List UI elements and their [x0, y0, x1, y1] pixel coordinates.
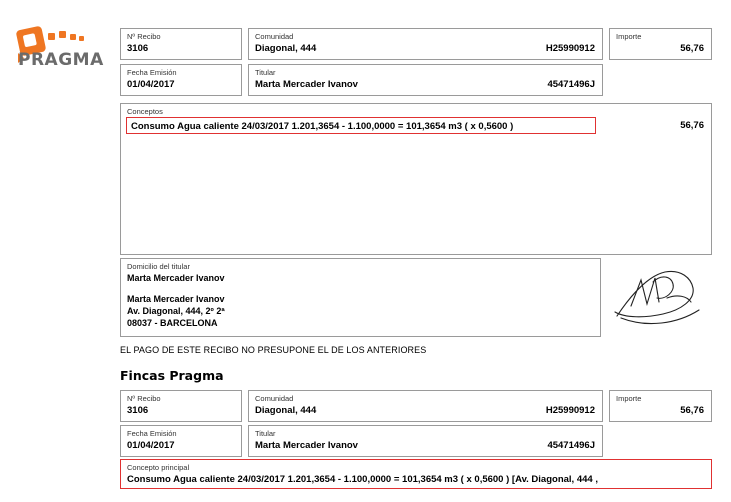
value-domicilio-line4: 08037 - BARCELONA — [127, 318, 218, 328]
value-concepto-amount: 56,76 — [680, 120, 704, 131]
field-comunidad-top — [248, 28, 603, 60]
field-importe-top — [609, 28, 712, 60]
field-numero-recibo-top — [120, 28, 242, 60]
value-domicilio-line3: Av. Diagonal, 444, 2º 2ª — [127, 306, 225, 316]
label-importe: Importe — [616, 394, 642, 403]
label-comunidad: Comunidad — [255, 32, 294, 41]
field-fecha-emision-top — [120, 64, 242, 96]
value-fecha-emision: 01/04/2017 — [127, 79, 175, 90]
label-domicilio: Domicilio del titular — [127, 262, 190, 271]
label-importe: Importe — [616, 32, 642, 41]
value-comunidad: Diagonal, 444 — [255, 405, 317, 416]
value-titular: Marta Mercader Ivanov — [255, 440, 358, 451]
section-title: Fincas Pragma — [120, 368, 224, 383]
signature-image — [607, 258, 712, 337]
label-numero-recibo: Nº Recibo — [127, 32, 161, 41]
pragma-logo — [18, 28, 116, 70]
field-domicilio-titular — [120, 258, 601, 337]
value-concepto-line: Consumo Agua caliente 24/03/2017 1.201,3654 - 1.100,0000 = 101,3654 m3 ( x 0,5600 ) — [131, 121, 514, 132]
value-importe: 56,76 — [680, 405, 704, 416]
value-numero-recibo: 3106 — [127, 405, 149, 416]
value-comunidad-cif: H25990912 — [545, 43, 595, 54]
value-domicilio-line1: Marta Mercader Ivanov — [127, 273, 225, 283]
label-conceptos: Conceptos — [127, 107, 163, 116]
logo-mark-inner-icon — [23, 33, 37, 47]
label-concepto-principal: Concepto principal — [127, 463, 190, 472]
value-numero-recibo: 3106 — [127, 43, 149, 54]
value-fecha-emision: 01/04/2017 — [127, 440, 175, 451]
label-titular: Titular — [255, 429, 276, 438]
label-comunidad: Comunidad — [255, 394, 294, 403]
label-fecha-emision: Fecha Emisión — [127, 429, 177, 438]
label-numero-recibo: Nº Recibo — [127, 394, 161, 403]
field-comunidad-bottom — [248, 390, 603, 422]
field-titular-top — [248, 64, 603, 96]
value-titular-nif: 45471496J — [547, 79, 595, 90]
logo-dots-icon — [48, 31, 88, 43]
payment-note: EL PAGO DE ESTE RECIBO NO PRESUPONE EL DE LOS ANTERIORES — [120, 345, 427, 355]
value-importe: 56,76 — [680, 43, 704, 54]
field-fecha-emision-bottom — [120, 425, 242, 457]
value-comunidad-cif: H25990912 — [545, 405, 595, 416]
field-titular-bottom — [248, 425, 603, 457]
field-numero-recibo-bottom — [120, 390, 242, 422]
value-titular: Marta Mercader Ivanov — [255, 79, 358, 90]
logo-text: PRAGMA — [18, 50, 104, 70]
value-concepto-principal: Consumo Agua caliente 24/03/2017 1.201,3654 - 1.100,0000 = 101,3654 m3 ( x 0,5600 ) [Av. Diagonal, 444 , — [127, 474, 598, 485]
label-fecha-emision: Fecha Emisión — [127, 68, 177, 77]
value-titular-nif: 45471496J — [547, 440, 595, 451]
concept-line-highlight — [126, 117, 596, 134]
field-importe-bottom — [609, 390, 712, 422]
field-concepto-principal — [120, 459, 712, 489]
field-conceptos-top — [120, 103, 712, 255]
label-titular: Titular — [255, 68, 276, 77]
value-comunidad: Diagonal, 444 — [255, 43, 317, 54]
value-domicilio-line2: Marta Mercader Ivanov — [127, 294, 225, 304]
